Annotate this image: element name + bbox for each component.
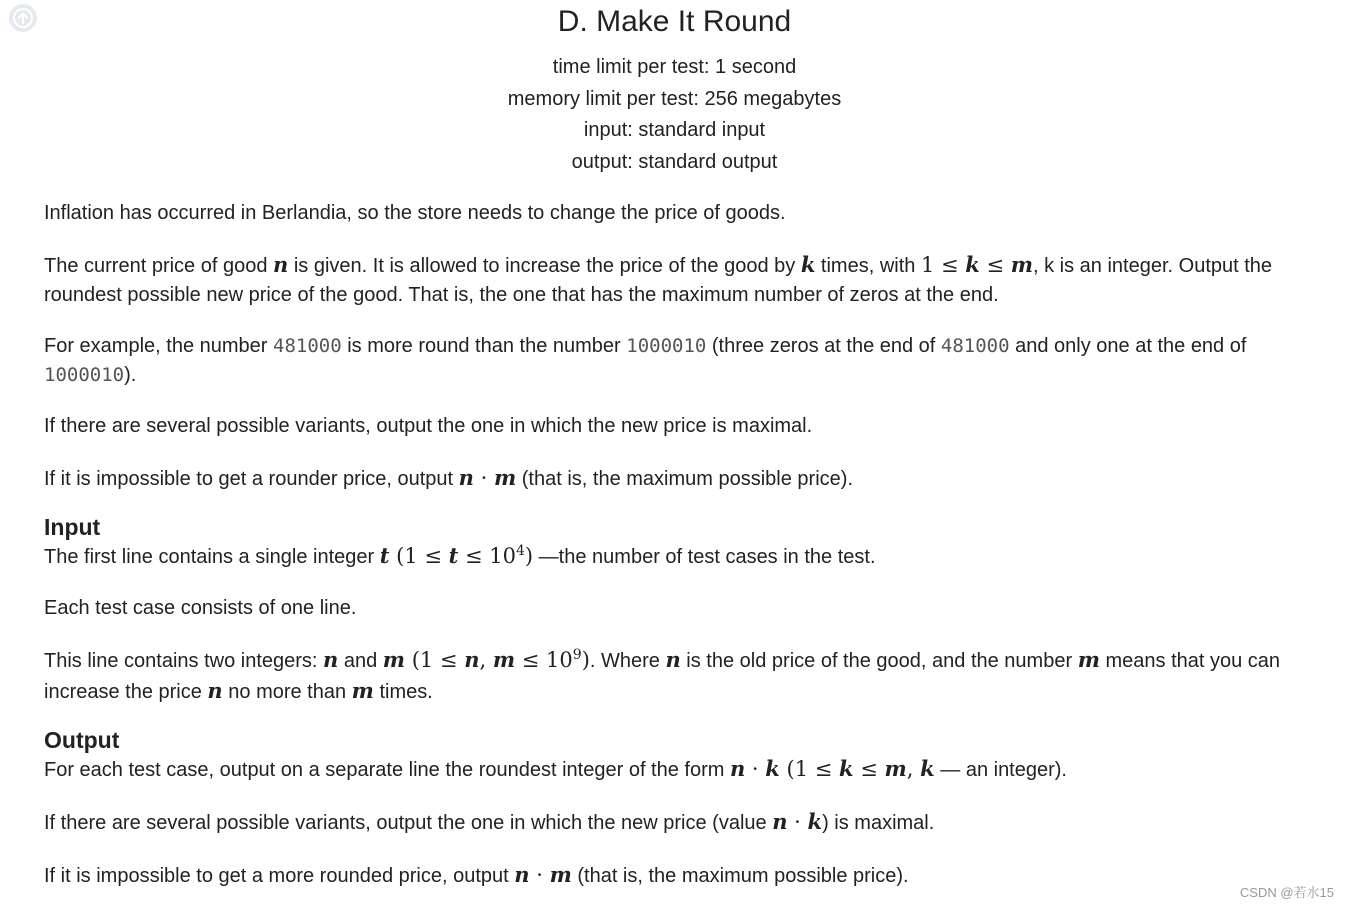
statement-paragraph: Inflation has occurred in Berlandia, so the store needs to change the price of goods. <box>44 202 786 224</box>
input-spec: input: standard input <box>583 119 766 142</box>
input-paragraph: This line contains two integers: n and m (1 ≤ n, $m \le 10^9$). Where n is the old price of the good, and the number m means that you can increase the price n no more than m times. <box>44 647 1281 703</box>
input-section <box>44 513 1331 707</box>
page-title: D. Make It Round <box>557 5 792 38</box>
back-arrow-button[interactable] <box>9 4 37 32</box>
output-section <box>44 726 1331 891</box>
time-limit: time limit per test: 1 second <box>552 56 797 78</box>
problem-limits <box>0 52 1349 179</box>
statement-paragraph: For example, the number 481000 is more round than the number 1000010 (three zeros at the end of 481000 and only one at the end of 1000010). <box>44 335 1247 386</box>
output-section-title: Output <box>44 727 120 753</box>
statement-paragraph: The current price of good n is given. It is allowed to increase the price of the good by k times, with 1 ≤ k ≤ m, k is an integer. Output the roundest possible new price of the good. That is, the one that has the maximum number of zeros at the end. <box>44 252 1273 306</box>
watermark: CSDN @若水15 <box>1239 885 1334 900</box>
statement-paragraph: If there are several possible variants, output the one in which the new price is maximal. <box>44 415 813 437</box>
memory-limit: memory limit per test: 256 megabytes <box>507 87 842 110</box>
problem-header <box>0 0 1349 179</box>
input-paragraph: The first line contains a single integer t $(1 \le t \le 10^4)$ —the number of test cases in the test. <box>44 543 876 568</box>
output-spec: output: standard output <box>571 151 778 174</box>
output-paragraph: If it is impossible to get a more rounded price, output n · m (that is, the maximum possible price). <box>44 862 909 887</box>
output-paragraph: For each test case, output on a separate line the roundest integer of the form n · k (1 ≤ k ≤ m, k — an integer). <box>44 756 1067 781</box>
problem-statement <box>44 199 1331 913</box>
input-section-title: Input <box>44 514 101 540</box>
input-paragraph: Each test case consists of one line. <box>44 597 357 619</box>
output-paragraph: If there are several possible variants, output the one in which the new price (value n · k) is maximal. <box>44 809 935 834</box>
statement-paragraph: If it is impossible to get a rounder price, output n · m (that is, the maximum possible price). <box>44 465 853 490</box>
arrow-up-icon <box>13 8 33 28</box>
